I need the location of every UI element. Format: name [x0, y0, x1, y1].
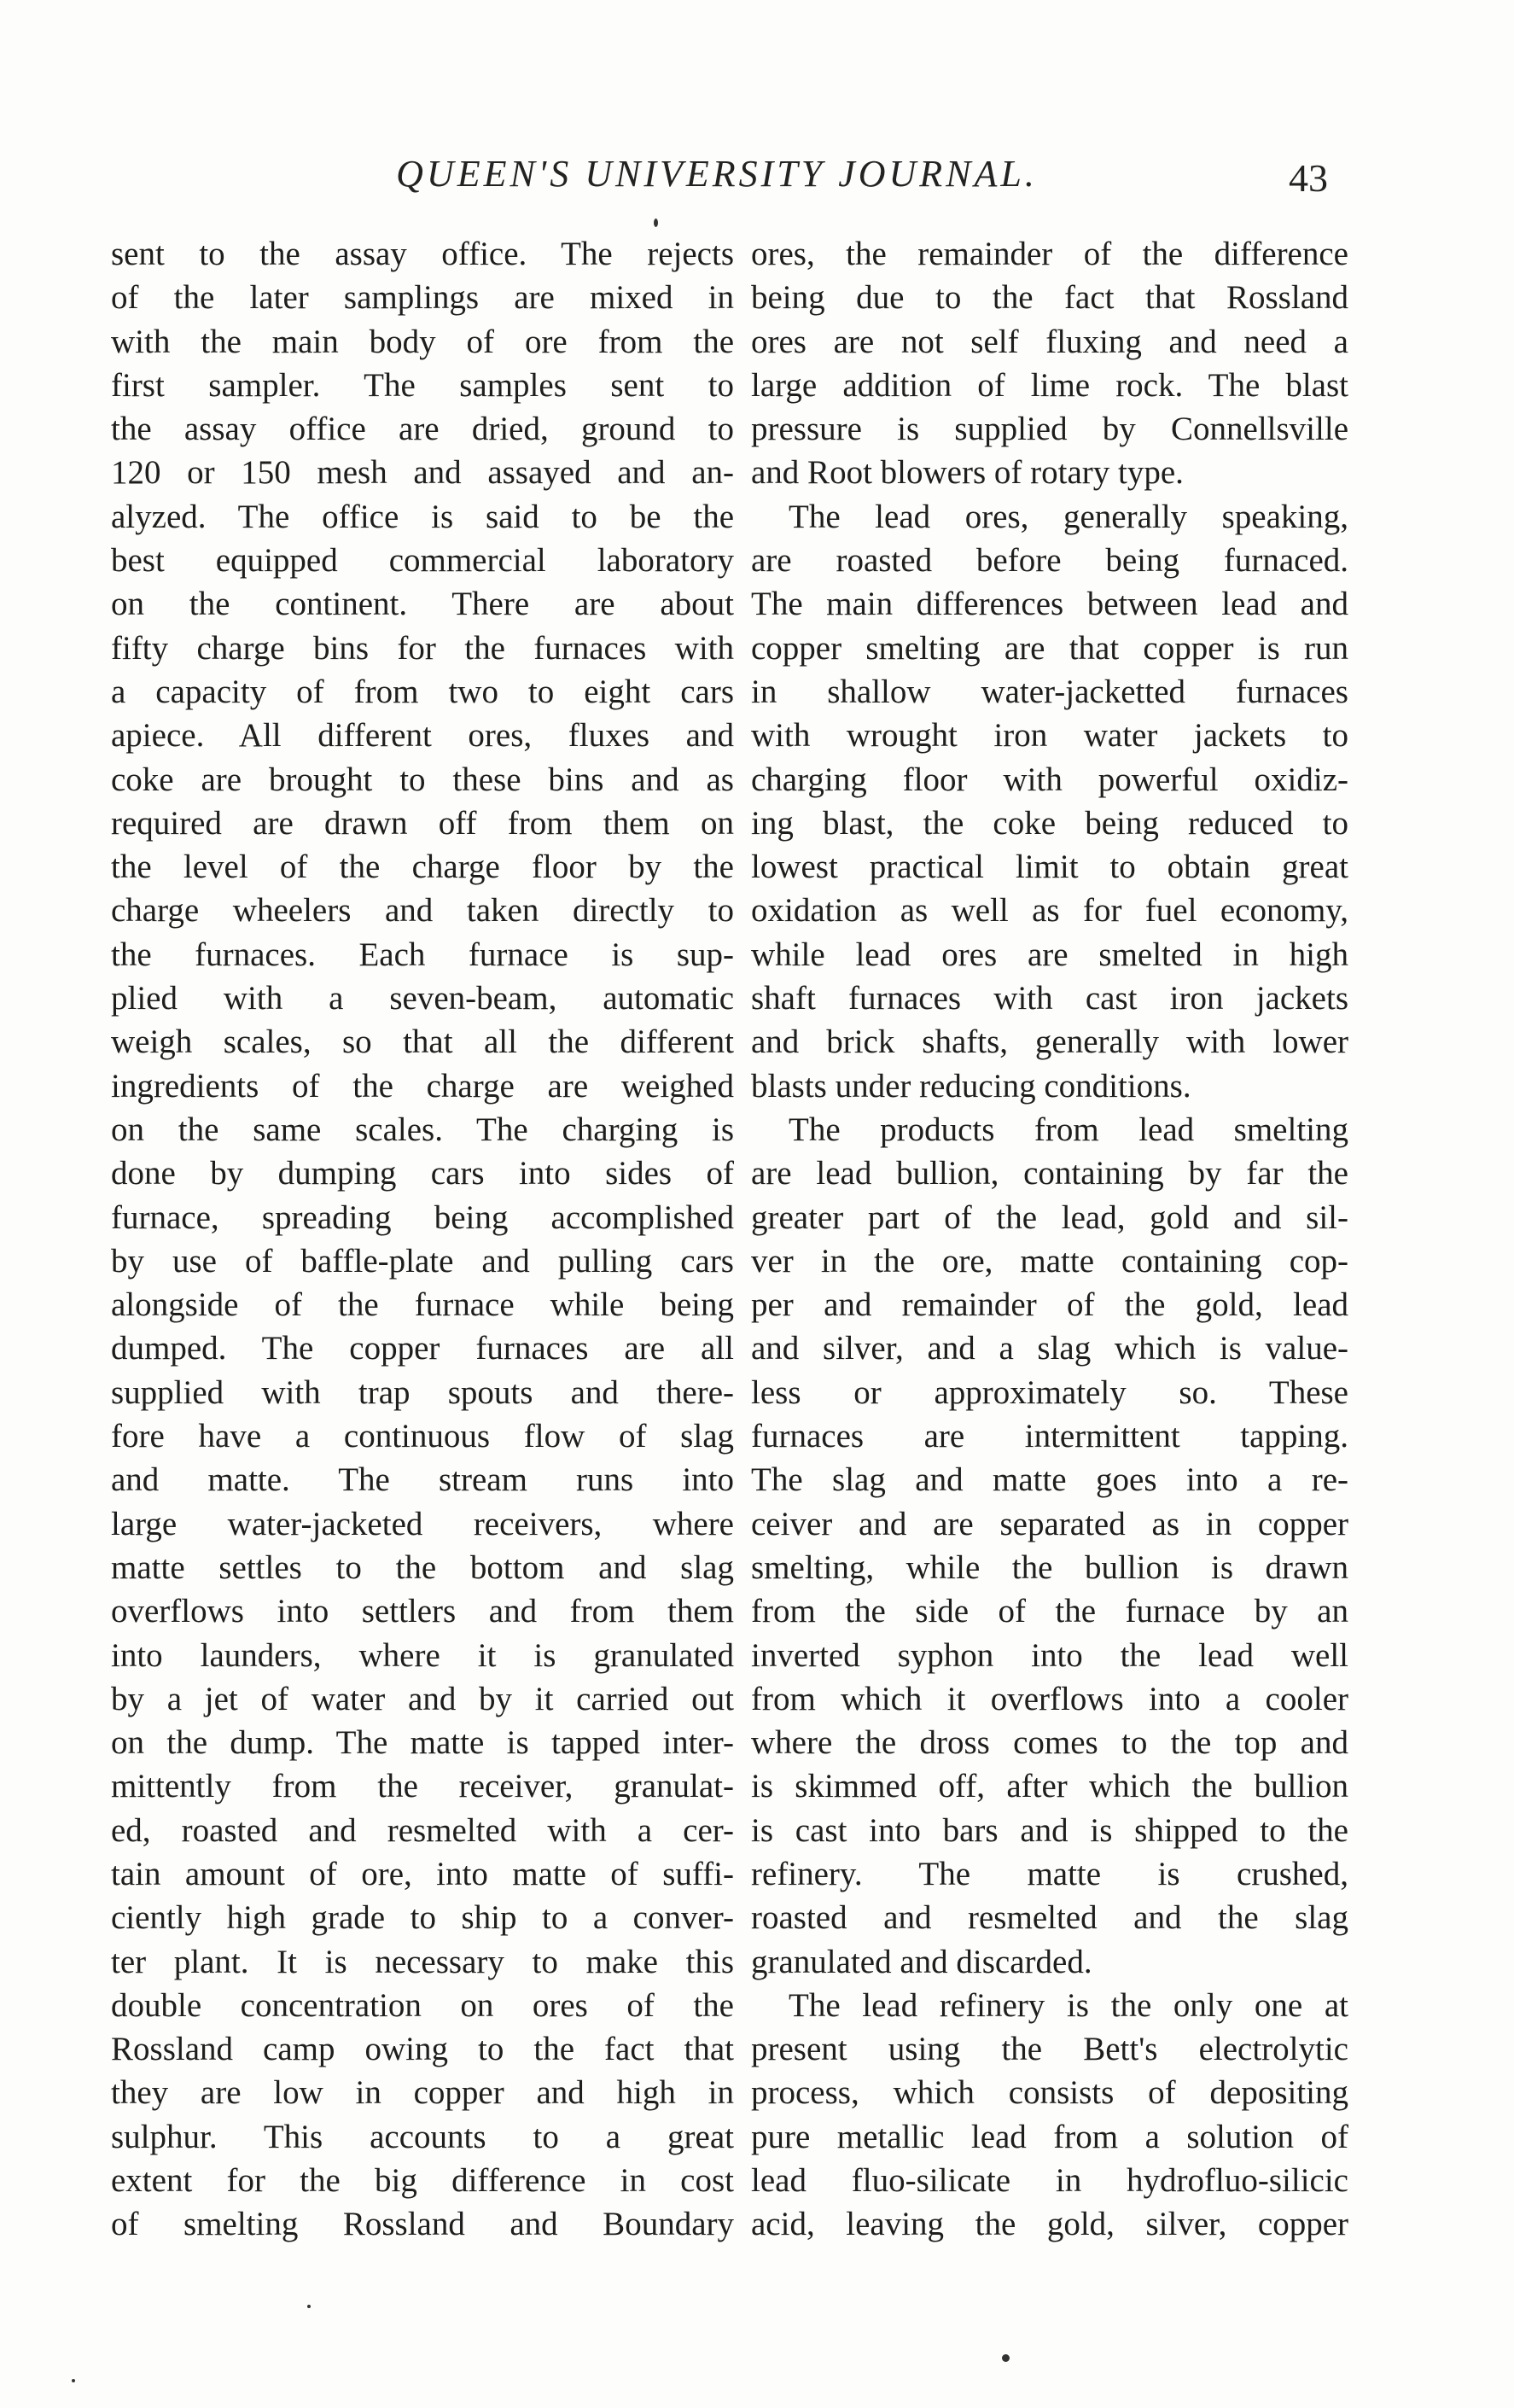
text-line: and brick shafts, generally with lower: [751, 1023, 1348, 1061]
text-line: charging floor with powerful oxidiz-: [751, 761, 1348, 798]
text-line: greater part of the lead, gold and sil-: [751, 1198, 1348, 1236]
text-line: supplied with trap spouts and there-: [111, 1373, 734, 1411]
text-line: ed, roasted and resmelted with a cer-: [111, 1811, 734, 1849]
text-line: done by dumping cars into sides of: [111, 1155, 734, 1192]
text-line: by a jet of water and by it carried out: [111, 1680, 734, 1717]
left-column: [111, 232, 734, 2247]
text-line: ingredients of the charge are weighed: [111, 1067, 734, 1105]
text-line: weigh scales, so that all the different: [111, 1023, 734, 1061]
text-line: charge wheelers and taken directly to: [111, 892, 734, 930]
text-line: fore have a continuous flow of slag: [111, 1418, 734, 1455]
running-title: QUEEN'S UNIVERSITY JOURNAL.: [396, 153, 1038, 195]
text-line: is cast into bars and is shipped to the: [751, 1811, 1348, 1849]
print-speck: [654, 219, 658, 227]
text-line: best equipped commercial laboratory: [111, 542, 734, 580]
text-line: plied with a seven-beam, automatic: [111, 980, 734, 1017]
text-line: where the dross comes to the top and: [751, 1724, 1348, 1762]
print-speck: [72, 2379, 75, 2382]
text-line: while lead ores are smelted in high: [751, 936, 1348, 973]
text-line: The lead refinery is the only one at: [789, 1986, 1348, 2024]
text-line: into launders, where it is granulated: [111, 1636, 734, 1674]
text-line: they are low in copper and high in: [111, 2074, 734, 2112]
right-column: [751, 232, 1348, 2247]
text-line: lead fluo-silicate in hydrofluo-silicic: [751, 2162, 1348, 2200]
text-line: alongside of the furnace while being: [111, 1286, 734, 1324]
text-line: furnace, spreading being accomplished: [111, 1198, 734, 1236]
text-line: lowest practical limit to obtain great: [751, 848, 1348, 886]
text-line: with wrought iron water jackets to: [751, 717, 1348, 755]
text-line: the furnaces. Each furnace is sup-: [111, 936, 734, 973]
text-line: first sampler. The samples sent to: [111, 366, 734, 404]
text-line: on the continent. There are about: [111, 586, 734, 623]
text-line: less or approximately so. These: [751, 1373, 1348, 1411]
print-speck: [307, 2305, 311, 2308]
text-line: being due to the fact that Rossland: [751, 279, 1348, 317]
text-line: large water-jacketed receivers, where: [111, 1505, 734, 1542]
text-line: 120 or 150 mesh and assayed and an-: [111, 454, 734, 492]
text-line: The products from lead smelting: [789, 1111, 1348, 1148]
text-line: ing blast, the coke being reduced to: [751, 804, 1348, 842]
text-line: sulphur. This accounts to a great: [111, 2118, 734, 2155]
text-line: shaft furnaces with cast iron jackets: [751, 980, 1348, 1017]
text-line: overflows into settlers and from them: [111, 1593, 734, 1630]
text-line: The lead ores, generally speaking,: [789, 498, 1348, 535]
text-line: ter plant. It is necessary to make this: [111, 1943, 734, 1980]
text-line: from the side of the furnace by an: [751, 1593, 1348, 1630]
text-line: dumped. The copper furnaces are all: [111, 1330, 734, 1367]
text-line: smelting, while the bullion is drawn: [751, 1548, 1348, 1586]
text-line: ciently high grade to ship to a conver-: [111, 1899, 734, 1937]
text-line: fifty charge bins for the furnaces with: [111, 629, 734, 667]
text-line: pure metallic lead from a solution of: [751, 2118, 1348, 2155]
text-line: the level of the charge floor by the: [111, 848, 734, 886]
text-line: acid, leaving the gold, silver, copper: [751, 2206, 1348, 2243]
text-line: oxidation as well as for fuel economy,: [751, 892, 1348, 930]
text-line: are roasted before being furnaced.: [751, 542, 1348, 580]
text-line: ver in the ore, matte containing cop-: [751, 1242, 1348, 1280]
text-line: apiece. All different ores, fluxes and: [111, 717, 734, 755]
text-line: inverted syphon into the lead well: [751, 1636, 1348, 1674]
text-line: and matte. The stream runs into: [111, 1461, 734, 1499]
text-line: copper smelting are that copper is run: [751, 629, 1348, 667]
text-line: the assay office are dried, ground to: [111, 411, 734, 448]
text-line: sent to the assay office. The rejects: [111, 236, 734, 272]
text-line: matte settles to the bottom and slag: [111, 1548, 734, 1586]
text-line: tain amount of ore, into matte of suffi-: [111, 1855, 734, 1892]
text-line: present using the Bett's electrolytic: [751, 2031, 1348, 2068]
text-line: large addition of lime rock. The blast: [751, 366, 1348, 404]
text-line: on the same scales. The charging is: [111, 1111, 734, 1148]
text-line: on the dump. The matte is tapped inter-: [111, 1724, 734, 1762]
text-line: mittently from the receiver, granulat-: [111, 1768, 734, 1805]
text-line: of the later samplings are mixed in: [111, 279, 734, 317]
text-line: furnaces are intermittent tapping.: [751, 1418, 1348, 1455]
text-line: ores are not self fluxing and need a: [751, 323, 1348, 360]
text-line: and Root blowers of rotary type.: [751, 454, 1184, 492]
text-line: ceiver and are separated as in copper: [751, 1505, 1348, 1542]
text-line: The slag and matte goes into a re-: [751, 1461, 1348, 1499]
text-line: roasted and resmelted and the slag: [751, 1899, 1348, 1937]
text-line: in shallow water-jacketted furnaces: [751, 673, 1348, 710]
print-speck: [1002, 2354, 1010, 2362]
text-line: with the main body of ore from the: [111, 323, 734, 360]
text-line: a capacity of from two to eight cars: [111, 673, 734, 710]
text-line: from which it overflows into a cooler: [751, 1680, 1348, 1717]
text-line: per and remainder of the gold, lead: [751, 1286, 1348, 1324]
text-line: The main differences between lead and: [751, 586, 1348, 623]
text-line: coke are brought to these bins and as: [111, 761, 734, 798]
text-line: required are drawn off from them on: [111, 804, 734, 842]
text-line: ores, the remainder of the difference: [751, 236, 1348, 272]
text-line: is skimmed off, after which the bullion: [751, 1768, 1348, 1805]
text-line: process, which consists of depositing: [751, 2074, 1348, 2112]
text-line: and silver, and a slag which is value-: [751, 1330, 1348, 1367]
text-line: granulated and discarded.: [751, 1943, 1092, 1980]
page-number: 43: [1289, 156, 1328, 200]
text-line: blasts under reducing conditions.: [751, 1067, 1191, 1105]
text-line: double concentration on ores of the: [111, 1986, 734, 2024]
text-line: pressure is supplied by Connellsville: [751, 411, 1348, 448]
text-line: alyzed. The office is said to be the: [111, 498, 734, 535]
text-line: extent for the big difference in cost: [111, 2162, 734, 2200]
text-line: are lead bullion, containing by far the: [751, 1155, 1348, 1192]
text-line: of smelting Rossland and Boundary: [111, 2206, 734, 2243]
text-line: refinery. The matte is crushed,: [751, 1855, 1348, 1892]
text-line: Rossland camp owing to the fact that: [111, 2031, 734, 2068]
text-line: by use of baffle-plate and pulling cars: [111, 1242, 734, 1280]
